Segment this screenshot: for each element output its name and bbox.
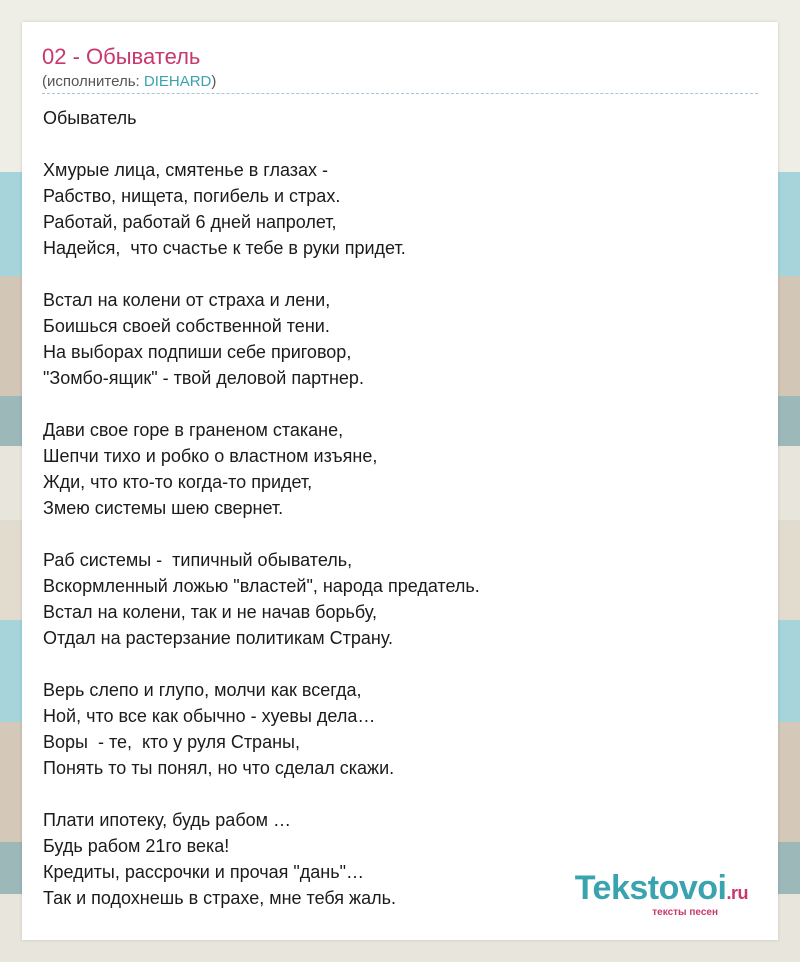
lyric-line: Работай, работай 6 дней напролет, — [43, 212, 337, 232]
lyric-line: Понять то ты понял, но что сделал скажи. — [43, 758, 395, 778]
lyric-line: Змею системы шею свернет. — [43, 498, 284, 518]
lyric-line: Обыватель — [43, 108, 137, 128]
site-logo[interactable] — [575, 871, 748, 918]
lyric-line: Раб системы - типичный обыватель, — [43, 550, 353, 570]
lyrics-text — [43, 105, 480, 911]
logo-tld: .ru — [726, 883, 748, 903]
lyric-line: Будь рабом 21го века! — [43, 836, 230, 856]
song-title: 02 - Обыватель — [42, 44, 201, 69]
lyric-line: Так и подохнешь в страхе, мне тебя жаль. — [43, 888, 396, 908]
lyric-line: Надейся, что счастье к тебе в руки придет. — [43, 238, 406, 258]
lyrics-card — [22, 22, 778, 940]
lyric-line: Шепчи тихо и робко о властном изъяне, — [43, 446, 378, 466]
stanza-break — [43, 261, 480, 287]
logo-wordmark — [575, 871, 748, 910]
lyric-line: "Зомбо-ящик" - твой деловой партнер. — [43, 368, 364, 388]
lyric-line: Встал на колени от страха и лени, — [43, 290, 331, 310]
lyric-line: Воры - те, кто у руля Страны, — [43, 732, 300, 752]
lyric-line: Хмурые лица, смятенье в глазах - — [43, 160, 329, 180]
lyric-line: Встал на колени, так и не начав борьбу, — [43, 602, 377, 622]
logo-tagline: тексты песен — [652, 907, 718, 918]
artist-suffix: ) — [211, 73, 217, 90]
stanza-break — [43, 131, 480, 157]
lyric-line: Дави свое горе в граненом стакане, — [43, 420, 344, 440]
stanza-break — [43, 651, 480, 677]
artist-line — [42, 73, 216, 90]
lyric-line: На выборах подпиши себе приговор, — [43, 342, 352, 362]
lyric-line: Верь слепо и глупо, молчи как всегда, — [43, 680, 362, 700]
stanza-break — [43, 391, 480, 417]
lyric-line: Рабство, нищета, погибель и страх. — [43, 186, 341, 206]
artist-link[interactable]: DIEHARD — [143, 73, 212, 90]
lyric-line: Боишься своей собственной тени. — [43, 316, 330, 336]
stanza-break — [43, 781, 480, 807]
lyric-line: Кредиты, рассрочки и прочая "дань"… — [43, 862, 364, 882]
title-divider — [42, 93, 758, 94]
lyric-line: Жди, что кто-то когда-то придет, — [43, 472, 313, 492]
lyric-line: Вскормленный ложью "властей", народа предатель. — [43, 576, 480, 596]
logo-name: Tekstovoi — [574, 869, 727, 907]
lyric-line: Плати ипотеку, будь рабом … — [43, 810, 292, 830]
lyric-line: Ной, что все как обычно - хуевы дела… — [43, 706, 376, 726]
stanza-break — [43, 521, 480, 547]
artist-prefix: (исполнитель: — [42, 73, 144, 90]
lyric-line: Отдал на растерзание политикам Страну. — [43, 628, 394, 648]
